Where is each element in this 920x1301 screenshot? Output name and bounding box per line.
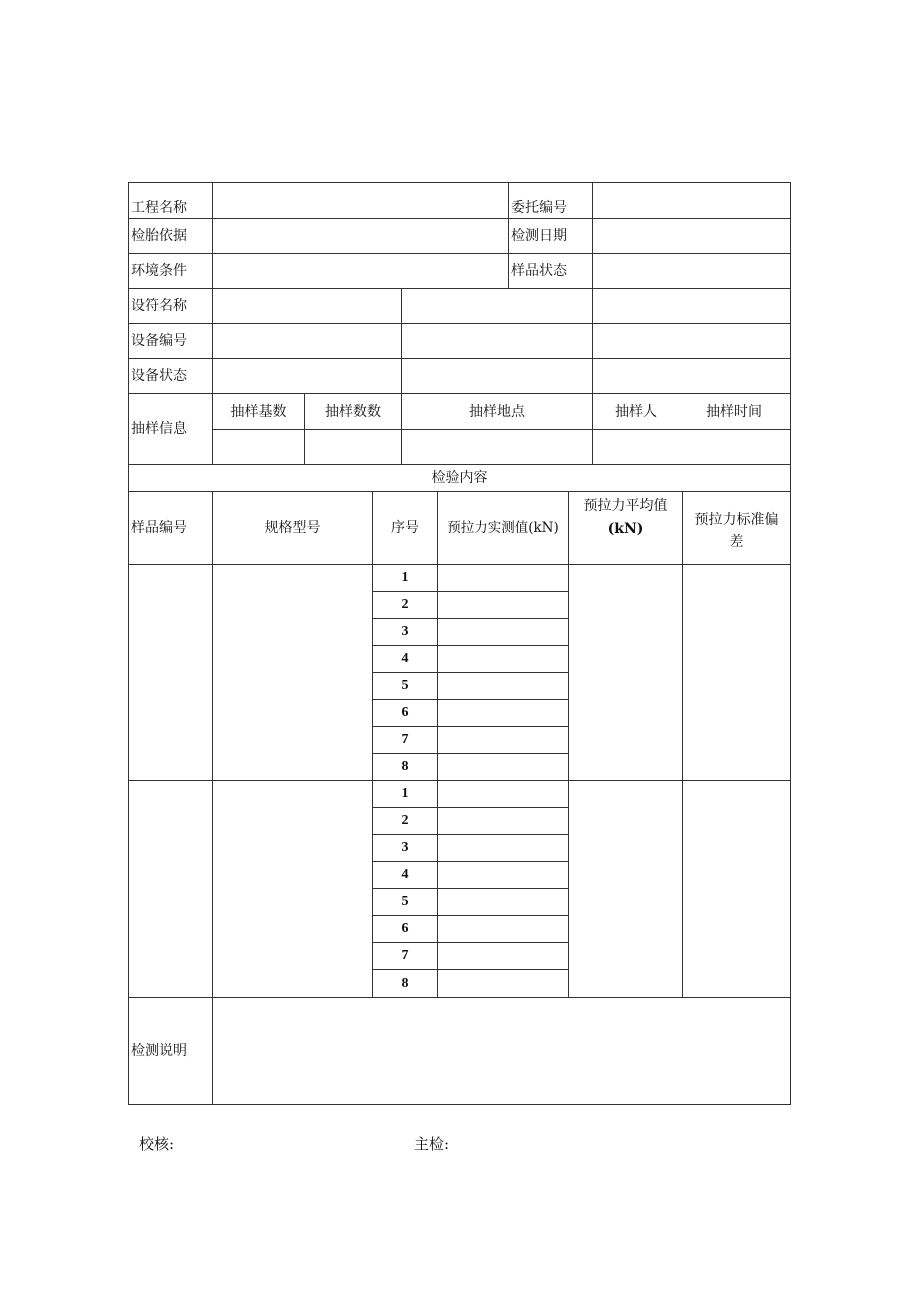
group2-sample-no-field[interactable] (128, 780, 213, 998)
col-std-header (682, 491, 791, 565)
group2-seq-2: 2 (372, 807, 438, 835)
group2-std-field[interactable] (682, 780, 791, 998)
sampling-base-count-field[interactable] (212, 429, 305, 465)
group1-spec-field[interactable] (212, 564, 373, 781)
col-sample-no-header: 样品编号 (128, 491, 213, 565)
inspection-form (128, 182, 791, 1105)
device-name-field-3[interactable] (592, 288, 791, 324)
group2-measured-7[interactable] (437, 942, 569, 970)
group1-seq-3: 3 (372, 618, 438, 646)
group2-measured-4[interactable] (437, 861, 569, 889)
group1-measured-4[interactable] (437, 645, 569, 673)
project-name-field[interactable] (212, 182, 509, 219)
group1-std-field[interactable] (682, 564, 791, 781)
group2-measured-2[interactable] (437, 807, 569, 835)
sampling-person-time-field[interactable] (592, 429, 791, 465)
col-std-line1: 预拉力标准偏 (694, 512, 779, 528)
group2-average-field[interactable] (568, 780, 683, 998)
group1-average-field[interactable] (568, 564, 683, 781)
device-no-field-2[interactable] (401, 323, 593, 359)
col-average-line2: (kN) (607, 521, 644, 537)
device-status-field-2[interactable] (401, 358, 593, 394)
group1-seq-4: 4 (372, 645, 438, 673)
group2-seq-5: 5 (372, 888, 438, 916)
group2-spec-field[interactable] (212, 780, 373, 998)
test-notes-field[interactable] (212, 997, 791, 1105)
sampling-location-label: 抽样地点 (401, 393, 593, 430)
sampling-location-field[interactable] (401, 429, 593, 465)
group2-measured-6[interactable] (437, 915, 569, 943)
basis-field[interactable] (212, 218, 509, 254)
group1-measured-5[interactable] (437, 672, 569, 700)
col-measured-header: 预拉力实测值(kN) (437, 491, 569, 565)
test-date-label: 检测日期 (508, 218, 593, 254)
project-name-label: 工程名称 (128, 182, 213, 219)
device-status-label: 设备状态 (128, 358, 213, 394)
group1-seq-7: 7 (372, 726, 438, 754)
group1-seq-1: 1 (372, 564, 438, 592)
device-name-field-1[interactable] (212, 288, 402, 324)
commission-no-field[interactable] (592, 182, 791, 219)
sampling-base-count-label: 抽样基数 (212, 393, 305, 430)
sampling-count-field[interactable] (304, 429, 402, 465)
group1-measured-3[interactable] (437, 618, 569, 646)
col-average-header (568, 491, 683, 565)
test-notes-label: 检测说明 (128, 997, 213, 1105)
group2-seq-7: 7 (372, 942, 438, 970)
col-std-line2: 差 (729, 534, 744, 550)
group2-seq-6: 6 (372, 915, 438, 943)
device-no-field-3[interactable] (592, 323, 791, 359)
sampling-info-label: 抽样信息 (128, 393, 213, 465)
device-name-field-2[interactable] (401, 288, 593, 324)
environment-label: 环境条件 (128, 253, 213, 289)
commission-no-label: 委托编号 (508, 182, 593, 219)
group2-seq-1: 1 (372, 780, 438, 808)
device-status-field-3[interactable] (592, 358, 791, 394)
reviewer-label: 校核: (139, 1135, 175, 1153)
group1-seq-2: 2 (372, 591, 438, 619)
group1-measured-8[interactable] (437, 753, 569, 781)
group1-sample-no-field[interactable] (128, 564, 213, 781)
device-name-label: 设符名称 (128, 288, 213, 324)
group2-measured-5[interactable] (437, 888, 569, 916)
environment-field[interactable] (212, 253, 509, 289)
basis-label: 检胎依据 (128, 218, 213, 254)
device-status-field-1[interactable] (212, 358, 402, 394)
sampling-count-label: 抽样数数 (304, 393, 402, 430)
group2-measured-1[interactable] (437, 780, 569, 808)
device-no-label: 设备编号 (128, 323, 213, 359)
sampling-time-label: 抽样时间 (706, 404, 762, 420)
group1-seq-5: 5 (372, 672, 438, 700)
group1-measured-2[interactable] (437, 591, 569, 619)
group2-measured-8[interactable] (437, 969, 569, 998)
group1-measured-6[interactable] (437, 699, 569, 727)
sampling-person-time-header (592, 393, 791, 430)
sample-status-label: 样品状态 (508, 253, 593, 289)
sample-status-field[interactable] (592, 253, 791, 289)
device-no-field-1[interactable] (212, 323, 402, 359)
group2-seq-4: 4 (372, 861, 438, 889)
group1-seq-6: 6 (372, 699, 438, 727)
col-spec-header: 规格型号 (212, 491, 373, 565)
group2-seq-3: 3 (372, 834, 438, 862)
chief-inspector-label: 主检: (414, 1135, 450, 1153)
group1-measured-1[interactable] (437, 564, 569, 592)
inspection-section-title: 检验内容 (128, 464, 791, 492)
col-seq-header: 序号 (372, 491, 438, 565)
group2-measured-3[interactable] (437, 834, 569, 862)
group1-measured-7[interactable] (437, 726, 569, 754)
col-average-line1: 预拉力平均值 (583, 498, 668, 514)
sampling-person-label: 抽样人 (615, 404, 657, 420)
group2-seq-8: 8 (372, 969, 438, 998)
group1-seq-8: 8 (372, 753, 438, 781)
test-date-field[interactable] (592, 218, 791, 254)
